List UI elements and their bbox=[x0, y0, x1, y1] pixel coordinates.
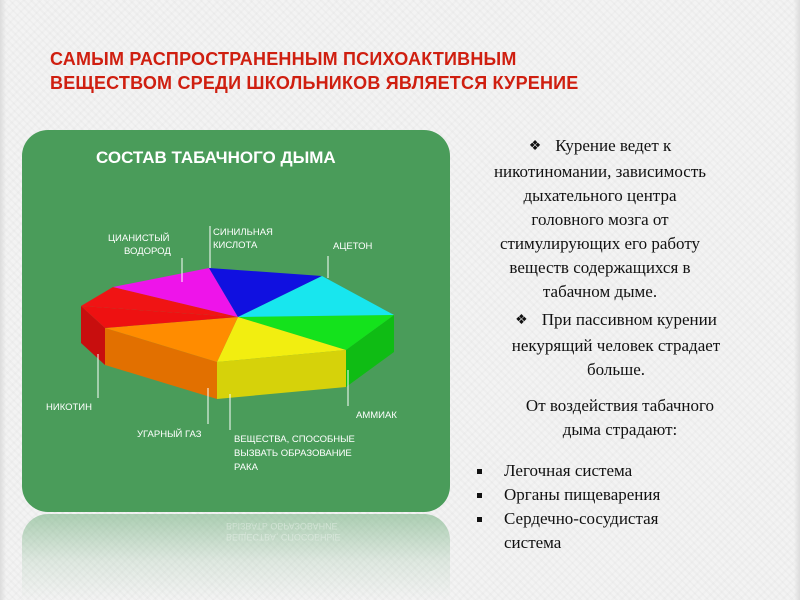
label-prussic-acid-line-2: КИСЛОТА bbox=[213, 240, 258, 251]
infographic-title: СОСТАВ ТАБАЧНОГО ДЫМА bbox=[96, 148, 336, 167]
intro-line-2: дыма страдают: bbox=[562, 420, 678, 439]
label-hydrogen-cyanide-line-2: ВОДОРОД bbox=[124, 246, 171, 257]
bullet-passive-smoking bbox=[462, 308, 770, 382]
square-bullet-icon bbox=[477, 517, 482, 522]
list-item-text: Легочная система bbox=[504, 461, 633, 480]
bullet-2-line-2: некурящий человек страдает bbox=[511, 336, 721, 355]
list-item-cardiovascular bbox=[476, 507, 756, 555]
bullet-1-line-3: дыхательного центра bbox=[523, 186, 677, 205]
diamond-bullet-icon: ❖ bbox=[528, 139, 542, 154]
bullet-2-line-3: больше. bbox=[586, 360, 646, 379]
affected-systems-intro bbox=[480, 394, 760, 442]
label-carcinogens-line-1: ВЕЩЕСТВА, СПОСОБНЫЕ bbox=[234, 434, 355, 445]
label-carcinogens-line-2: ВЫЗВАТЬ ОБРАЗОВАНИЕ bbox=[234, 448, 352, 459]
square-bullet-icon bbox=[477, 469, 482, 474]
slide-edge-left bbox=[0, 0, 6, 600]
bullet-1-text-1: Курение ведет к bbox=[555, 136, 672, 155]
label-nicotine: НИКОТИН bbox=[46, 402, 92, 413]
label-prussic-acid-line-1: СИНИЛЬНАЯ bbox=[213, 227, 273, 238]
infographic-reflection bbox=[22, 514, 450, 600]
bullet-1-line-6: веществ содержащихся в bbox=[509, 258, 691, 277]
square-bullet-icon bbox=[477, 493, 482, 498]
slide-title bbox=[50, 47, 730, 95]
tobacco-smoke-infographic bbox=[22, 130, 450, 512]
bullet-1-line-7: табачном дыме. bbox=[542, 282, 658, 301]
bullet-2-text-1: При пассивном курении bbox=[541, 310, 717, 329]
reflection-caption bbox=[226, 520, 396, 542]
bullet-1-line-5: стимулирующих его работу bbox=[499, 234, 701, 253]
list-item-text: Органы пищеварения bbox=[504, 485, 661, 504]
bullet-1-line-2: никотиномании, зависимость bbox=[493, 162, 707, 181]
slide-title-line-2: ВЕЩЕСТВОМ СРЕДИ ШКОЛЬНИКОВ ЯВЛЯЕТСЯ КУРЕНИЕ bbox=[50, 73, 579, 93]
bullet-1-line-1 bbox=[450, 134, 750, 160]
label-carbon-monoxide: УГАРНЫЙ ГАЗ bbox=[137, 429, 202, 440]
diamond-bullet-icon: ❖ bbox=[515, 313, 528, 328]
bullet-1-line-4: головного мозга от bbox=[531, 210, 669, 229]
affected-systems-list bbox=[476, 459, 756, 555]
slide-edge-right bbox=[794, 0, 800, 600]
slide-title-line-1: САМЫМ РАСПРОСТРАНЕННЫМ ПСИХОАКТИВНЫМ bbox=[50, 49, 517, 69]
label-carcinogens-line-3: РАКА bbox=[234, 462, 258, 473]
label-hydrogen-cyanide-line-1: ЦИАНИСТЫЙ bbox=[108, 233, 170, 244]
label-acetone: АЦЕТОН bbox=[333, 241, 373, 252]
bullet-2-line-1 bbox=[462, 308, 770, 334]
reflection-line-2: ВЫЗВАТЬ ОБРАЗОВАНИЕ bbox=[226, 521, 338, 531]
label-ammonia: АММИАК bbox=[356, 410, 397, 421]
list-item-text-line-1: Сердечно-сосудистая bbox=[504, 509, 659, 528]
intro-line-1: От воздействия табачного bbox=[525, 396, 715, 415]
list-item-respiratory bbox=[476, 459, 756, 483]
reflection-line-1: ВЕЩЕСТВА, СПОСОБНЫЕ bbox=[226, 532, 341, 542]
list-item-text-line-2: система bbox=[504, 533, 562, 552]
tobacco-smoke-pie-graphic bbox=[22, 130, 450, 512]
bullet-nicotine-addiction bbox=[450, 134, 750, 304]
list-item-digestive bbox=[476, 483, 756, 507]
